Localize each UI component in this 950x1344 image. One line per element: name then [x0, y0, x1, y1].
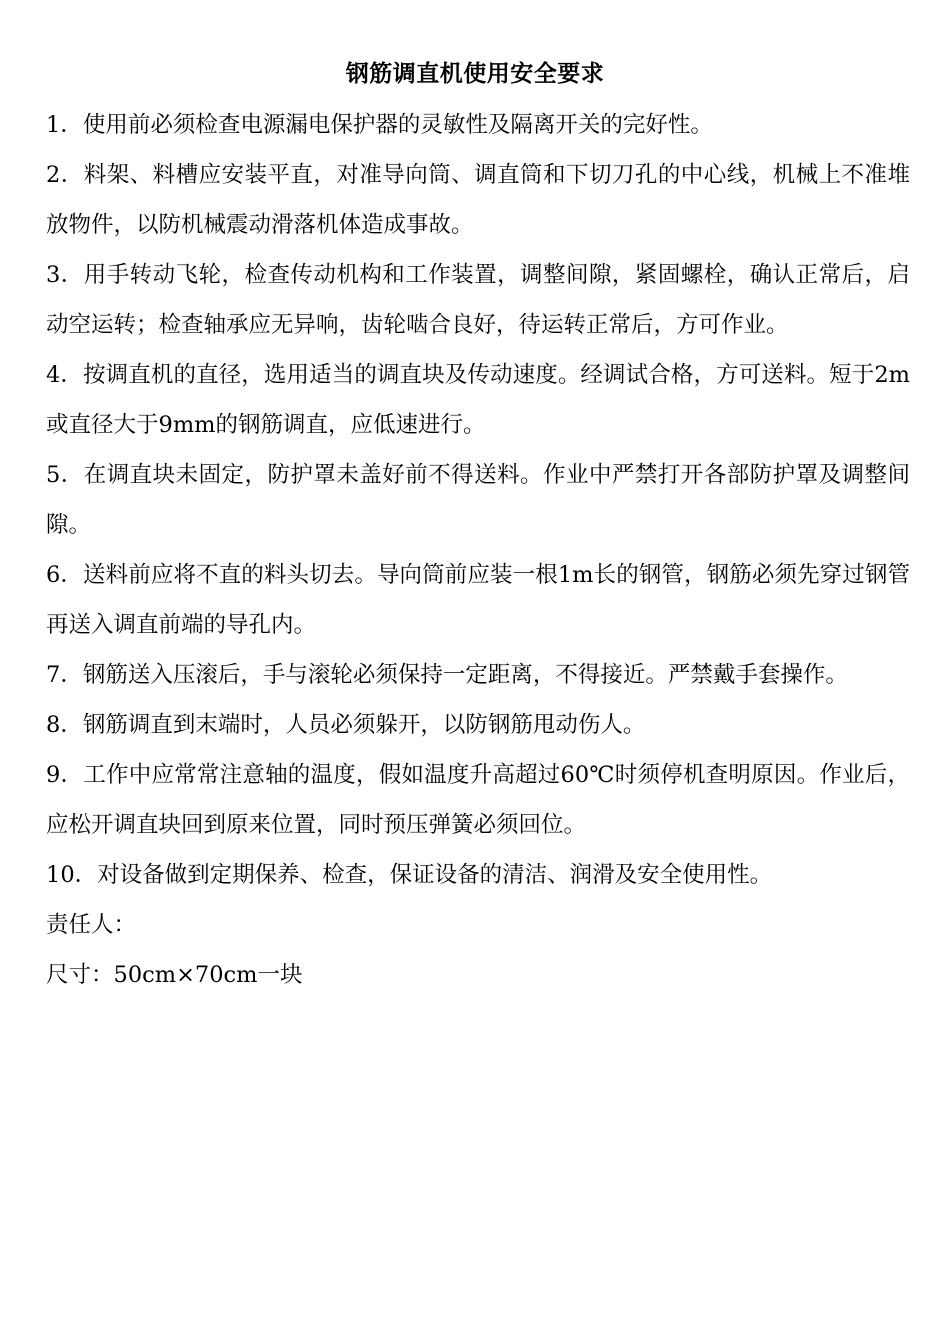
- rule-item-4: 4．按调直机的直径，选用适当的调直块及传动速度。经调试合格，方可送料。短于2m或直径大于9mm的钢筋调直，应低速进行。: [46, 362, 910, 438]
- rule-item-5: 5．在调直块未固定，防护罩未盖好前不得送料。作业中严禁打开各部防护罩及调整间隙。: [46, 462, 910, 538]
- document-body: [46, 100, 910, 1000]
- rule-item-2: 2．料架、料槽应安装平直，对准导向筒、调直筒和下切刀孔的中心线，机械上不准堆放物件，以防机械震动滑落机体造成事故。: [46, 162, 910, 238]
- rule-item-8: 8．钢筋调直到末端时，人员必须躲开，以防钢筋甩动伤人。: [46, 712, 646, 738]
- responsible-person-label: 责任人：: [46, 912, 137, 938]
- rule-item-7: 7．钢筋送入压滚后，手与滚轮必须保持一定距离，不得接近。严禁戴手套操作。: [46, 662, 848, 688]
- document-title: 钢筋调直机使用安全要求: [345, 60, 605, 87]
- sign-size-line: 尺寸：50cm×70cm一块: [46, 962, 303, 988]
- rule-item-3: 3．用手转动飞轮，检查传动机构和工作装置，调整间隙，紧固螺栓，确认正常后，启动空运转；检查轴承应无异响，齿轮啮合良好，待运转正常后，方可作业。: [46, 262, 910, 338]
- rule-item-1: 1．使用前必须检查电源漏电保护器的灵敏性及隔离开关的完好性。: [46, 112, 713, 138]
- rule-item-10: 10．对设备做到定期保养、检查，保证设备的清洁、润滑及安全使用性。: [46, 862, 773, 888]
- rule-item-9: 9．工作中应常常注意轴的温度，假如温度升高超过60℃时须停机查明原因。作业后，应松开调直块回到原来位置，同时预压弹簧必须回位。: [46, 762, 910, 838]
- rule-item-6: 6．送料前应将不直的料头切去。导向筒前应装一根1m长的钢管，钢筋必须先穿过钢管再送入调直前端的导孔内。: [46, 562, 910, 638]
